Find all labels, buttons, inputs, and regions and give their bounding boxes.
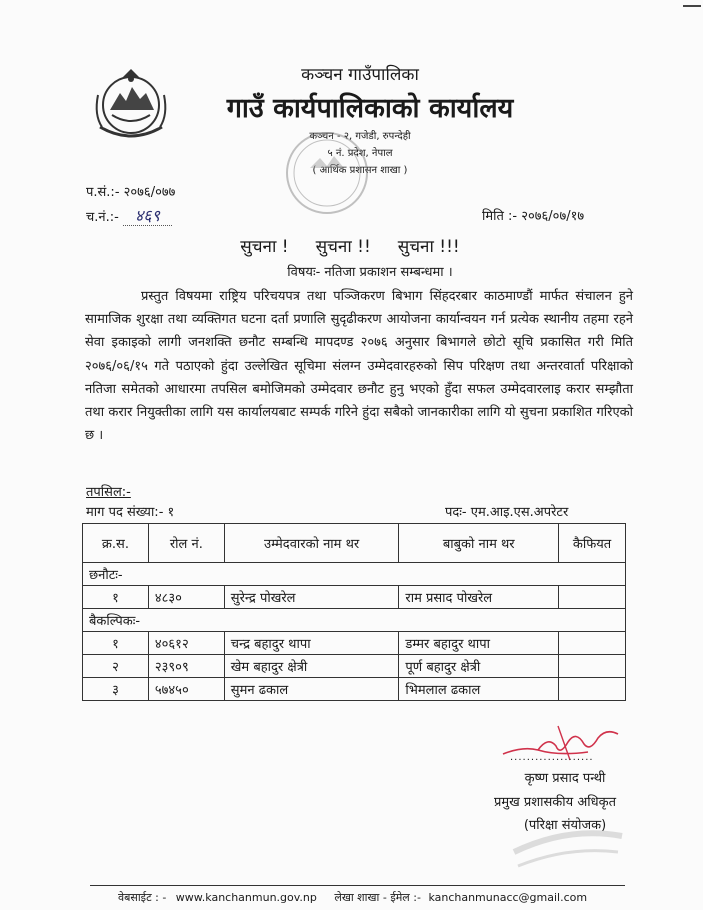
section-label: छनौटः- — [83, 563, 626, 586]
post-name-label: पदः- — [445, 505, 467, 520]
signatory-name: कृष्ण प्रसाद पन्थी — [524, 771, 606, 786]
table-row — [83, 632, 626, 655]
posts-value: १ — [167, 505, 175, 520]
official-name-stamp — [508, 818, 628, 873]
table-row — [83, 678, 626, 701]
serial-cell: २ — [83, 655, 149, 678]
father-name-cell: पूर्ण बहादुर क्षेत्री — [399, 655, 559, 678]
signatory-title: प्रमुख प्रशासकीय अधिकृत — [493, 795, 617, 810]
date-label: मिति :- — [482, 209, 518, 224]
signatory-role: (परिक्षा संयोजक) — [523, 818, 607, 833]
column-header: कैफियत — [559, 524, 626, 563]
email-link[interactable]: kanchanmunacc@gmail.com — [428, 891, 588, 904]
branch-name: ( आर्थिक प्रशासन शाखा ) — [312, 165, 408, 176]
candidate-name-cell: सुरेन्द्र पोखरेल — [224, 586, 399, 609]
website-label: वेबसाईट : - — [118, 891, 167, 904]
nepal-emblem-icon — [90, 65, 172, 143]
details-label: तपसिल:- — [86, 485, 131, 500]
candidate-name-cell: चन्द्र बहादुर थापा — [224, 632, 399, 655]
remarks-cell — [559, 586, 626, 609]
notice-body: प्रस्तुत विषयमा राष्ट्रिय परिचयपत्र तथा पञ्जिकरण बिभाग सिंहदरबार काठमाण्डौं मार्फत संचालन हुने सामाजिक शुरक्षा तथा व्यक्तिगत घटना दर्ता प्रणालि सुदृढीकरण आयोजना कार्यान्वयन गर्न प्रत्येक स्थानीय तहमा रहने सेवा इकाइको लागी जनशक्ति छनौट सम्बन्धि मापदण्ड २०७६ अनुसार बिभागले छोटो सूचि प्रकासित गरी मिति २०७६/०६/१५ गते पठाएको हुंदा उल्लेखित सूचिमा संलग्न उम्मेदवारहरुको सिप परिक्षण तथा अन्तरवार्ता परिक्षाको नतिजा समेतको आधारमा तपसिल बमोजिमको उम्मेदवार छनौट हुनु भएको हुँदा सफल उम्मेदवारलाइ करार सम्झौता तथा करार नियुक्तीका लागि यस कार्यालयबाट सम्पर्क गरिने हुंदा सबैको जानकारीका लागि यो सुचना प्रकाशित गरिएको छ । — [85, 289, 633, 444]
reference-number — [86, 182, 175, 200]
remarks-cell — [559, 678, 626, 701]
roll-cell: ५७४५० — [148, 678, 224, 701]
required-posts — [86, 502, 174, 520]
serial-cell: १ — [83, 632, 149, 655]
notice-heading: सुचना ! सुचना !! सुचना !!! — [240, 237, 460, 257]
father-name-cell: भिमलाल ढकाल — [399, 678, 559, 701]
office-name: गाउँ कार्यपालिकाको कार्यालय — [226, 93, 514, 124]
serial-cell: १ — [83, 586, 149, 609]
roll-cell: ४०६१२ — [148, 632, 224, 655]
section-label: बैकल्पिकः- — [83, 609, 626, 632]
municipality-name: कञ्चन गाउँपालिका — [301, 65, 419, 85]
section-row-alternate — [83, 609, 626, 632]
ps-label: प.सं.:- — [86, 185, 120, 200]
column-header: रोल नं. — [148, 524, 224, 563]
section-row-selected — [83, 563, 626, 586]
chn-label: च.नं.:- — [86, 210, 119, 225]
issue-date — [482, 206, 584, 224]
roll-cell: २३९०९ — [148, 655, 224, 678]
results-table — [82, 523, 626, 701]
column-header: उम्मेदवारको नाम थर — [224, 524, 399, 563]
footer-divider — [90, 885, 625, 886]
website-link[interactable]: www.kanchanmun.gov.np — [175, 891, 317, 904]
notice-subject: विषयः- नतिजा प्रकाशन सम्बन्धमा । — [287, 265, 453, 280]
posts-label: माग पद संख्या:- — [86, 505, 164, 520]
post-name — [445, 502, 568, 520]
father-name-cell: डम्मर बहादुर थापा — [399, 632, 559, 655]
column-header: क्र.स. — [83, 524, 149, 563]
roll-cell: ४८३० — [148, 586, 224, 609]
address-line-1: कञ्चन - २, गजेडी, रुपन्देही — [309, 131, 411, 142]
dispatch-number — [86, 204, 172, 226]
footer — [118, 890, 638, 905]
remarks-cell — [559, 632, 626, 655]
address-line-2: ५ नं. प्रदेश, नेपाल — [327, 148, 393, 159]
serial-cell: ३ — [83, 678, 149, 701]
table-row — [83, 655, 626, 678]
candidate-name-cell: सुमन ढकाल — [224, 678, 399, 701]
scan-corner-mark — [683, 5, 701, 7]
ps-value: २०७६/०७७ — [123, 185, 176, 200]
chn-value: ४६९ — [123, 206, 172, 226]
candidate-name-cell: खेम बहादुर क्षेत्री — [224, 655, 399, 678]
table-header-row — [83, 524, 626, 563]
table-row — [83, 586, 626, 609]
email-label: लेखा शाखा - ईमेल :- — [334, 891, 421, 904]
date-value: २०७६/०७/१७ — [521, 209, 585, 224]
office-seal-stamp — [282, 128, 372, 218]
signature-dots: .................... — [510, 752, 594, 763]
remarks-cell — [559, 655, 626, 678]
column-header: बाबुको नाम थर — [399, 524, 559, 563]
post-name-value: एम.आइ.एस.अपरेटर — [470, 505, 569, 520]
father-name-cell: राम प्रसाद पोखरेल — [399, 586, 559, 609]
